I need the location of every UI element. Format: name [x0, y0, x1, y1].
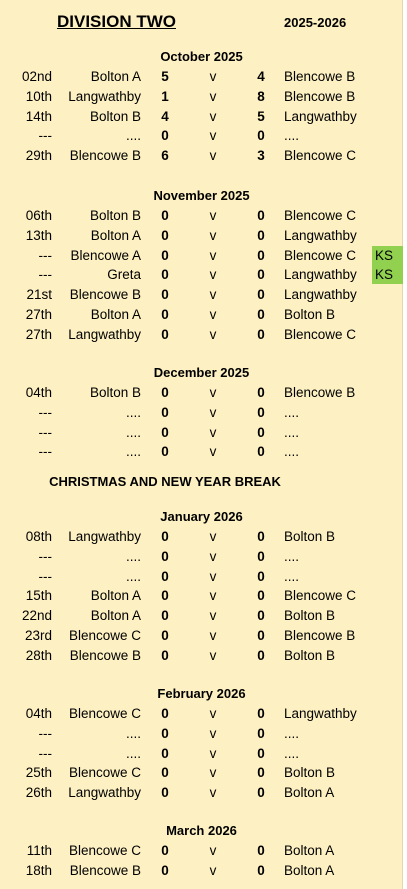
home-team: .... — [125, 548, 141, 564]
away-score: 0 — [257, 128, 265, 144]
month-title: October 2025 — [160, 49, 243, 64]
home-score: 1 — [161, 88, 169, 104]
home-score: 0 — [161, 247, 169, 263]
fixture-row — [0, 305, 403, 324]
home-score: 0 — [161, 444, 169, 460]
away-team: Blencowe B — [284, 385, 356, 400]
fixture-date: 04th — [25, 385, 52, 400]
versus-label: v — [209, 608, 217, 624]
fixture-date: --- — [38, 444, 52, 460]
home-score: 0 — [161, 647, 169, 663]
away-team: .... — [284, 404, 300, 420]
fixture-row — [0, 704, 403, 723]
fixture-date: --- — [38, 568, 52, 584]
month-title: February 2026 — [157, 686, 246, 701]
versus-label: v — [209, 843, 217, 858]
home-team: Langwathby — [68, 326, 141, 342]
away-score: 0 — [257, 208, 265, 223]
versus-label: v — [209, 647, 217, 663]
away-team: Bolton B — [284, 529, 336, 544]
home-score: 0 — [161, 785, 169, 801]
versus-label: v — [209, 862, 217, 878]
fixture-row — [0, 606, 403, 625]
away-score: 0 — [257, 725, 265, 741]
away-team: .... — [284, 424, 300, 440]
away-score: 0 — [257, 247, 265, 263]
versus-label: v — [209, 108, 217, 124]
home-team: Bolton A — [90, 227, 141, 243]
away-score: 0 — [257, 424, 265, 440]
away-score: 0 — [257, 548, 265, 564]
season-label: 2025-2026 — [284, 15, 347, 30]
away-score: 0 — [257, 287, 265, 303]
away-score: 0 — [257, 588, 265, 604]
home-team: Blencowe C — [68, 765, 141, 781]
home-score: 6 — [161, 148, 169, 164]
fixture-row — [0, 646, 403, 665]
home-score: 0 — [161, 548, 169, 564]
home-team: Bolton B — [89, 385, 141, 400]
fixture-row — [0, 383, 403, 402]
home-score: 0 — [161, 385, 169, 400]
away-score: 0 — [257, 529, 265, 544]
away-score: 0 — [257, 267, 265, 283]
versus-label: v — [209, 128, 217, 144]
away-score: 0 — [257, 568, 265, 584]
fixture-date: 14th — [25, 108, 52, 124]
away-team: .... — [284, 444, 300, 460]
versus-label: v — [209, 424, 217, 440]
fixture-date: 18th — [25, 862, 52, 878]
versus-label: v — [209, 247, 217, 263]
away-team: Bolton B — [284, 647, 336, 663]
fixture-date: 15th — [25, 588, 52, 604]
fixture-date: 23rd — [24, 628, 52, 643]
fixture-row — [0, 226, 403, 245]
away-team: .... — [284, 128, 300, 144]
away-score: 5 — [257, 108, 265, 124]
versus-label: v — [209, 326, 217, 342]
fixture-row — [0, 763, 403, 782]
fixture-date: 10th — [25, 88, 52, 104]
home-team: .... — [125, 404, 141, 420]
away-score: 0 — [257, 628, 265, 643]
fixture-date: 28th — [25, 647, 52, 663]
away-score: 0 — [257, 227, 265, 243]
away-team: Blencowe C — [284, 208, 357, 223]
fixture-row — [0, 87, 403, 106]
away-team: Blencowe B — [284, 69, 356, 84]
away-team: Langwathby — [284, 227, 357, 243]
home-score: 0 — [161, 568, 169, 584]
home-score: 0 — [161, 307, 169, 322]
fixture-row — [0, 442, 403, 461]
away-score: 0 — [257, 307, 265, 322]
away-team: Bolton A — [284, 785, 335, 801]
fixture-date: --- — [38, 267, 52, 283]
fixture-date: 21st — [26, 287, 52, 303]
versus-label: v — [209, 785, 217, 801]
versus-label: v — [209, 148, 217, 164]
away-score: 4 — [257, 69, 265, 84]
home-score: 0 — [161, 287, 169, 303]
away-score: 0 — [257, 706, 265, 721]
home-score: 0 — [161, 267, 169, 283]
fixture-date: 27th — [25, 307, 52, 322]
home-team: Bolton B — [89, 208, 141, 223]
versus-label: v — [209, 725, 217, 741]
fixture-row — [0, 403, 403, 422]
fixture-row — [0, 626, 403, 645]
home-score: 0 — [161, 227, 169, 243]
fixture-row — [0, 67, 403, 86]
versus-label: v — [209, 444, 217, 460]
month-title: January 2026 — [160, 509, 243, 524]
away-score: 0 — [257, 385, 265, 400]
home-team: Bolton A — [90, 307, 141, 322]
versus-label: v — [209, 548, 217, 564]
ks-flag-cell: KS — [372, 246, 403, 265]
fixture-row — [0, 567, 403, 586]
home-score: 4 — [161, 108, 169, 124]
versus-label: v — [209, 69, 217, 84]
home-score: 0 — [161, 628, 169, 643]
fixture-date: --- — [38, 128, 52, 144]
fixture-row — [0, 126, 403, 145]
fixture-row — [0, 861, 403, 880]
versus-label: v — [209, 385, 217, 400]
away-score: 0 — [257, 765, 265, 781]
versus-label: v — [209, 745, 217, 761]
away-team: Blencowe C — [284, 148, 357, 164]
fixture-row — [0, 586, 403, 605]
fixture-row — [0, 724, 403, 743]
versus-label: v — [209, 227, 217, 243]
home-score: 0 — [161, 862, 169, 878]
home-team: Blencowe A — [70, 247, 141, 263]
versus-label: v — [209, 404, 217, 420]
away-team: Blencowe C — [284, 326, 357, 342]
fixture-row — [0, 146, 403, 165]
home-score: 0 — [161, 529, 169, 544]
fixture-row — [0, 547, 403, 566]
fixture-date: 13th — [25, 227, 52, 243]
fixture-row — [0, 285, 403, 304]
fixture-date: 29th — [25, 148, 52, 164]
fixture-row — [0, 423, 403, 442]
versus-label: v — [209, 88, 217, 104]
away-score: 8 — [257, 88, 265, 104]
away-score: 0 — [257, 745, 265, 761]
fixture-date: 04th — [25, 706, 52, 721]
away-team: Blencowe C — [284, 588, 357, 604]
home-team: Blencowe C — [68, 706, 141, 721]
fixture-row — [0, 107, 403, 126]
versus-label: v — [209, 628, 217, 643]
fixture-date: --- — [38, 424, 52, 440]
versus-label: v — [209, 529, 217, 544]
home-team: .... — [125, 745, 141, 761]
fixture-date: --- — [38, 725, 52, 741]
away-score: 0 — [257, 647, 265, 663]
away-team: Langwathby — [284, 287, 357, 303]
away-score: 0 — [257, 785, 265, 801]
away-score: 0 — [257, 862, 265, 878]
away-score: 0 — [257, 843, 265, 858]
home-score: 5 — [161, 69, 169, 84]
home-score: 0 — [161, 765, 169, 781]
versus-label: v — [209, 208, 217, 223]
home-score: 0 — [161, 326, 169, 342]
home-team: Blencowe B — [69, 148, 141, 164]
away-team: .... — [284, 725, 300, 741]
month-title: November 2025 — [153, 188, 250, 203]
away-team: Bolton B — [284, 307, 336, 322]
away-team: Blencowe B — [284, 88, 356, 104]
fixture-date: --- — [38, 247, 52, 263]
away-team: .... — [284, 745, 300, 761]
fixture-row — [0, 783, 403, 802]
home-team: .... — [125, 444, 141, 460]
home-team: .... — [125, 128, 141, 144]
versus-label: v — [209, 588, 217, 604]
home-team: .... — [125, 568, 141, 584]
fixture-row — [0, 265, 403, 284]
versus-label: v — [209, 765, 217, 781]
versus-label: v — [209, 568, 217, 584]
home-team: .... — [125, 725, 141, 741]
fixture-row — [0, 527, 403, 546]
home-team: Bolton A — [90, 588, 141, 604]
fixture-date: 26th — [25, 785, 52, 801]
home-team: Blencowe C — [68, 843, 141, 858]
away-team: Bolton B — [284, 765, 336, 781]
versus-label: v — [209, 287, 217, 303]
home-score: 0 — [161, 128, 169, 144]
fixture-date: 27th — [25, 326, 52, 342]
versus-label: v — [209, 706, 217, 721]
home-score: 0 — [161, 424, 169, 440]
home-score: 0 — [161, 706, 169, 721]
home-score: 0 — [161, 745, 169, 761]
fixture-row — [0, 744, 403, 763]
fixture-date: 25th — [25, 765, 52, 781]
home-score: 0 — [161, 725, 169, 741]
fixture-date: --- — [38, 745, 52, 761]
fixture-date: --- — [38, 404, 52, 420]
home-score: 0 — [161, 588, 169, 604]
month-title: March 2026 — [166, 823, 237, 838]
home-team: Langwathby — [68, 88, 141, 104]
home-team: Bolton A — [90, 608, 141, 624]
fixture-row — [0, 841, 403, 860]
fixture-row — [0, 206, 403, 225]
fixture-row — [0, 246, 403, 265]
home-team: Langwathby — [68, 529, 141, 544]
away-score: 0 — [257, 404, 265, 420]
home-team: Blencowe C — [68, 628, 141, 643]
fixture-date: 22nd — [21, 608, 52, 624]
home-score: 0 — [161, 608, 169, 624]
away-score: 0 — [257, 608, 265, 624]
versus-label: v — [209, 307, 217, 322]
home-team: .... — [125, 424, 141, 440]
away-team: Bolton A — [284, 843, 335, 858]
away-team: Blencowe C — [284, 247, 357, 263]
home-team: Blencowe B — [69, 862, 141, 878]
home-team: Bolton A — [90, 69, 141, 84]
fixture-date: --- — [38, 548, 52, 564]
away-team: Langwathby — [284, 706, 357, 721]
away-team: Blencowe B — [284, 628, 356, 643]
away-team: .... — [284, 548, 300, 564]
home-team: Langwathby — [68, 785, 141, 801]
header — [0, 12, 403, 36]
away-score: 0 — [257, 444, 265, 460]
home-score: 0 — [161, 404, 169, 420]
home-score: 0 — [161, 843, 169, 858]
home-score: 0 — [161, 208, 169, 223]
fixture-row — [0, 325, 403, 344]
away-score: 0 — [257, 326, 265, 342]
away-team: Langwathby — [284, 267, 357, 283]
fixture-date: 11th — [26, 843, 52, 858]
home-team: Bolton B — [89, 108, 141, 124]
fixture-date: 06th — [25, 208, 52, 223]
fixture-date: 08th — [25, 529, 52, 544]
month-title: December 2025 — [153, 365, 250, 380]
away-team: .... — [284, 568, 300, 584]
away-team: Bolton A — [284, 862, 335, 878]
away-team: Langwathby — [284, 108, 357, 124]
home-team: Blencowe B — [69, 647, 141, 663]
versus-label: v — [209, 267, 217, 283]
break-note: CHRISTMAS AND NEW YEAR BREAK — [49, 474, 281, 489]
home-team: Greta — [107, 267, 141, 283]
home-team: Blencowe B — [69, 287, 141, 303]
ks-flag-cell: KS — [372, 265, 403, 284]
fixture-date: 02nd — [21, 69, 52, 84]
away-team: Bolton B — [284, 608, 336, 624]
away-score: 3 — [257, 148, 265, 164]
division-title: DIVISION TWO — [57, 12, 176, 31]
